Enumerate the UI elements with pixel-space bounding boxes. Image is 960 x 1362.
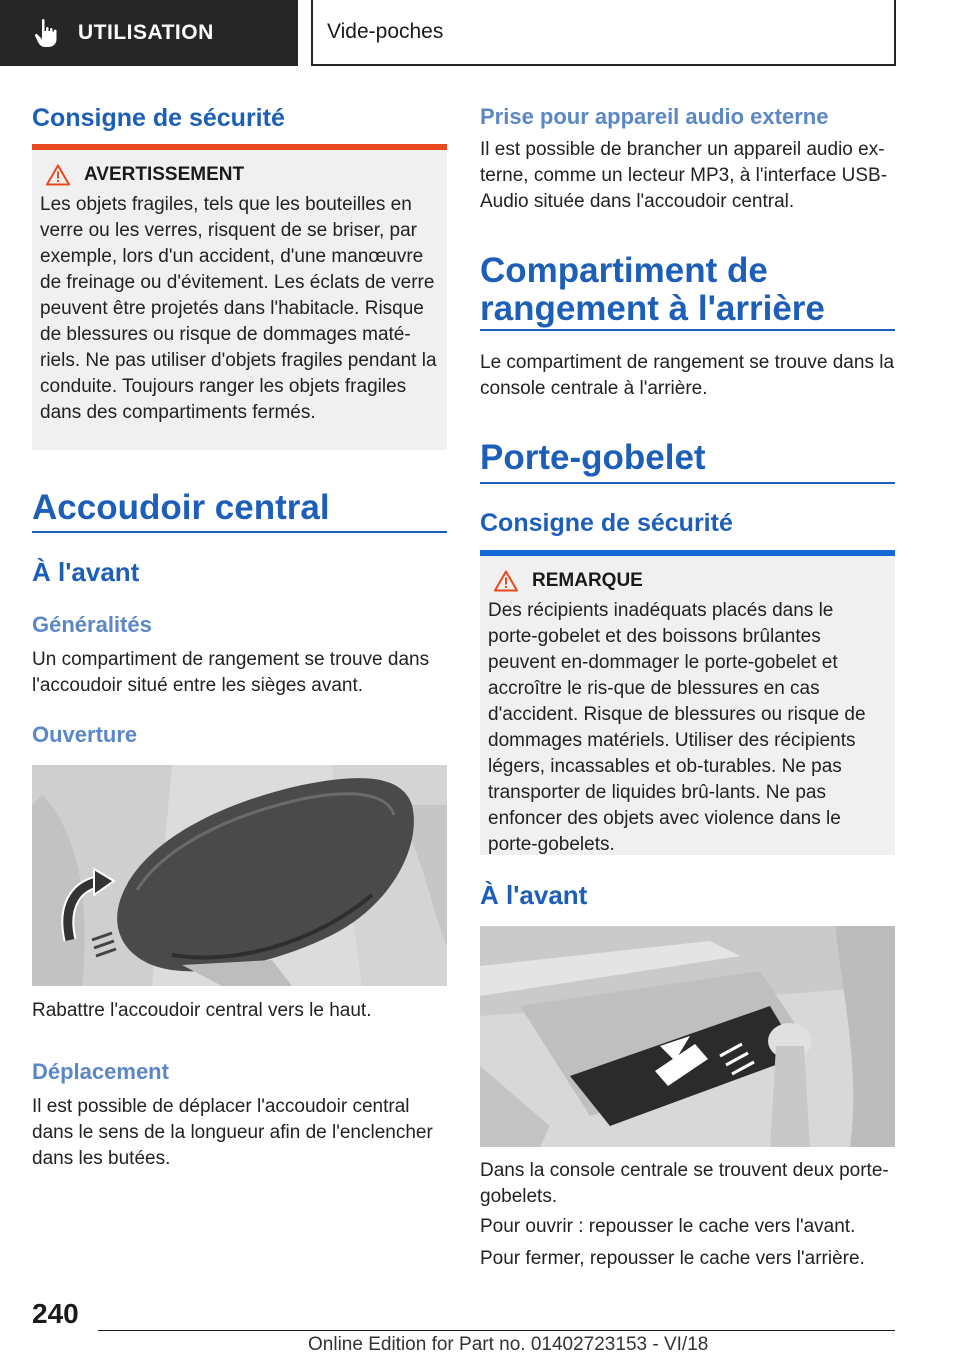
- close-text: Pour fermer, repousser le cache vers l'arrière.: [480, 1248, 865, 1269]
- cupholder-safety-heading: Consigne de sécurité: [480, 509, 733, 537]
- cupholder-rule: [480, 482, 895, 484]
- notice-title-row: [488, 570, 887, 592]
- page-number: 240: [32, 1298, 79, 1329]
- hand-pointer-icon: [30, 16, 64, 50]
- audio-text: Il est possible de brancher un appareil audio ex-terne, comme un lecteur MP3, à l'interface USB-Audio située dans l'accoudoir central.: [480, 139, 888, 212]
- warning-triangle-icon: [46, 164, 70, 186]
- rear-heading: Compartiment de rangement à l'arrière: [480, 251, 825, 328]
- cup-caption: Dans la console centrale se trouvent deux porte-gobelets.: [480, 1160, 889, 1207]
- warning-title-row: [40, 164, 439, 186]
- opening-caption: Rabattre l'accoudoir central vers le haut.: [32, 1000, 372, 1021]
- section-tab[interactable]: [0, 0, 298, 66]
- opening-heading: Ouverture: [32, 722, 138, 747]
- cupholder-heading: Porte-gobelet: [480, 438, 706, 477]
- notice-text: Des récipients inadéquats placés dans le porte-gobelet et des boissons brûlantes peuvent en-dommager le porte-gobelet et accroître le ris-que de blessures en cas d'accident. Risque de blessures ou risque de dommages matériels. Utiliser des récipients légers, incassables et ob-turables. Ne pas transporter de liquides brû-lants. Ne pas enfoncer des objets avec violence dans le porte-gobelets.: [488, 600, 866, 855]
- armrest-heading: Accoudoir central: [32, 488, 330, 527]
- edition-text: Online Edition for Part no. 01402723153 - VI/18: [308, 1334, 709, 1355]
- general-text: Un compartiment de rangement se trouve dans l'accoudoir situé entre les sièges avant.: [32, 649, 430, 696]
- rear-rule: [480, 329, 895, 331]
- armrest-image: [32, 765, 447, 986]
- warning-triangle-icon: [494, 570, 518, 592]
- notice-box: [480, 556, 895, 855]
- front-heading: À l'avant: [32, 557, 140, 587]
- cupholder-image: [480, 926, 895, 1147]
- audio-heading: Prise pour appareil audio externe: [480, 104, 829, 129]
- moving-text: Il est possible de déplacer l'accoudoir central dans le sens de la longueur afin de l'enclencher dans les butées.: [32, 1096, 433, 1169]
- footer-rule: [98, 1330, 895, 1331]
- warning-text: Les objets fragiles, tels que les bouteilles en verre ou les verres, risquent de se briser, par exemple, lors d'un accident, d'une manœuvre de freinage ou d'évitement. Les éclats de verre peuvent être projetés dans l'habitacle. Risque de blessures ou risque de dommages maté-riels. Ne pas utiliser d'objets fragiles pendant la conduite. Toujours ranger les objets fragiles dans des compartiments fermés.: [40, 194, 437, 423]
- notice-title: REMARQUE: [532, 570, 643, 591]
- moving-heading: Déplacement: [32, 1059, 169, 1084]
- warning-title: AVERTISSEMENT: [84, 164, 245, 185]
- open-text: Pour ouvrir : repousser le cache vers l'avant.: [480, 1216, 856, 1237]
- armrest-rule: [32, 531, 447, 533]
- section-label: UTILISATION: [78, 21, 214, 44]
- chapter-tab[interactable]: [311, 0, 896, 66]
- safety-heading: Consigne de sécurité: [32, 104, 285, 132]
- rear-text: Le compartiment de rangement se trouve dans la console centrale à l'arrière.: [480, 352, 895, 399]
- warning-box: [32, 150, 447, 450]
- page-header: [0, 0, 960, 66]
- cup-front-heading: À l'avant: [480, 880, 588, 910]
- chapter-label: Vide-poches: [327, 20, 444, 43]
- general-heading: Généralités: [32, 612, 152, 637]
